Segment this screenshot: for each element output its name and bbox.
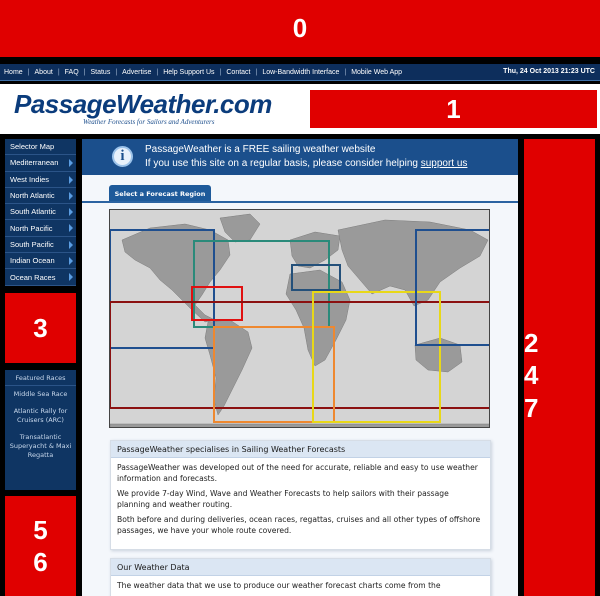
redaction-label: 6	[33, 547, 48, 577]
arrow-right-icon	[69, 224, 73, 232]
race-link-arc[interactable]: Atlantic Rally for Cruisers (ARC)	[13, 407, 68, 424]
panel-heading: PassageWeather specialises in Sailing Weather Forecasts	[111, 441, 490, 458]
sidebar-item-west-indies[interactable]	[5, 172, 76, 188]
arrow-right-icon	[69, 208, 73, 216]
redaction-label: 2	[524, 327, 539, 358]
nav-about-link[interactable]: About	[34, 68, 53, 76]
sidebar-item-label: North Pacific	[10, 223, 53, 233]
redaction-label: 1	[446, 93, 461, 124]
main-content	[82, 139, 518, 596]
nav-advertise-link[interactable]: Advertise	[122, 68, 152, 76]
race-link-transatlantic[interactable]: Transatlantic Superyacht & Maxi Regatta	[9, 433, 72, 459]
redaction-label: 7	[524, 392, 539, 423]
redaction-block-1	[310, 90, 597, 128]
nav-help-support-link[interactable]: Help Support Us	[163, 68, 215, 76]
sidebar-item-mediterranean[interactable]	[5, 155, 76, 171]
logo-title: PassageWeather.com	[14, 89, 272, 119]
nav-contact-link[interactable]: Contact	[226, 68, 251, 76]
redaction-label: 0	[292, 13, 308, 44]
specialise-panel	[110, 440, 491, 550]
panel-paragraph: We provide 7-day Wind, Wave and Weather Forecasts to help sailors with their passage planning and weather routing.	[117, 489, 449, 509]
arrow-right-icon	[69, 176, 73, 184]
world-map-svg	[110, 210, 490, 428]
featured-races-box	[5, 370, 76, 490]
top-nav-bar: Home | About | FAQ | Status | Advertise | Help Support Us | Contact | Low-Bandwidth Interface | Mobile Web App Thu, 24 Oct 2013 21:23 UTC	[0, 64, 600, 81]
sidebar-item-south-atlantic[interactable]	[5, 204, 76, 220]
sidebar-item-label: South Atlantic	[10, 207, 56, 217]
sidebar-item-label: West Indies	[10, 174, 50, 184]
tab-select-forecast-region[interactable]: Select a Forecast Region	[109, 185, 211, 202]
panel-paragraph: The weather data that we use to produce our weather forecast charts come from the	[117, 581, 441, 590]
banner-title: PassageWeather is a FREE sailing weather website	[145, 144, 376, 155]
redaction-label: 3	[33, 312, 48, 343]
redaction-label: 4	[524, 360, 539, 391]
sidebar-item-label: Mediterranean	[10, 158, 59, 168]
race-link-middle-sea[interactable]: Middle Sea Race	[13, 390, 68, 398]
arrow-right-icon	[69, 241, 73, 249]
site-logo[interactable]	[14, 89, 272, 128]
forecast-region-map[interactable]	[109, 209, 490, 428]
featured-races-heading: Featured Races	[5, 370, 76, 386]
redaction-block-3	[5, 293, 76, 363]
redaction-block-2-4-7	[524, 139, 595, 596]
arrow-right-icon	[69, 192, 73, 200]
sidebar-item-north-atlantic[interactable]	[5, 188, 76, 204]
redaction-block-0	[0, 0, 600, 57]
sidebar-item-ocean-races[interactable]	[5, 269, 76, 285]
panel-paragraph: Both before and during deliveries, ocean races, regattas, cruises and all other types of offshore passages, we have your whole route covered.	[117, 515, 481, 535]
support-us-link[interactable]: support us	[420, 158, 468, 169]
info-icon: i	[112, 146, 133, 167]
nav-faq-link[interactable]: FAQ	[64, 68, 79, 76]
antarctica-shape	[110, 424, 490, 428]
weather-data-panel	[110, 558, 491, 596]
sidebar-item-label: South Pacific	[10, 239, 54, 249]
panel-heading: Our Weather Data	[111, 559, 490, 576]
sidebar-item-south-pacific[interactable]	[5, 237, 76, 253]
arrow-right-icon	[69, 273, 73, 281]
sidebar-item-label: Selector Map	[10, 142, 55, 152]
sidebar-item-north-pacific[interactable]	[5, 220, 76, 236]
redaction-label: 5	[33, 514, 48, 545]
nav-status-link[interactable]: Status	[90, 68, 111, 76]
sidebar-item-indian-ocean[interactable]	[5, 253, 76, 269]
arrow-right-icon	[69, 159, 73, 167]
nav-mobile-app-link[interactable]: Mobile Web App	[351, 68, 403, 76]
region-menu	[5, 139, 76, 286]
panel-paragraph: PassageWeather was developed out of the need for accurate, reliable and easy to use weather information and forecasts.	[117, 463, 478, 483]
tab-underline	[82, 201, 518, 203]
logo-tagline: Weather Forecasts for Sailors and Adventurers	[83, 118, 215, 126]
sidebar-item-label: North Atlantic	[10, 191, 55, 201]
sidebar-item-selector-map[interactable]	[5, 139, 76, 155]
sidebar-item-label: Ocean Races	[10, 272, 56, 282]
redaction-block-5-6	[5, 496, 76, 596]
nav-home-link[interactable]: Home	[4, 68, 23, 76]
banner-text: If you use this site on a regular basis, please consider helping support us	[145, 158, 468, 169]
nav-low-bandwidth-link[interactable]: Low-Bandwidth Interface	[262, 68, 340, 76]
arrow-right-icon	[69, 257, 73, 265]
sidebar-item-label: Indian Ocean	[10, 256, 55, 266]
free-site-banner	[82, 139, 518, 175]
current-date: Thu, 24 Oct 2013 21:23 UTC	[503, 68, 595, 75]
